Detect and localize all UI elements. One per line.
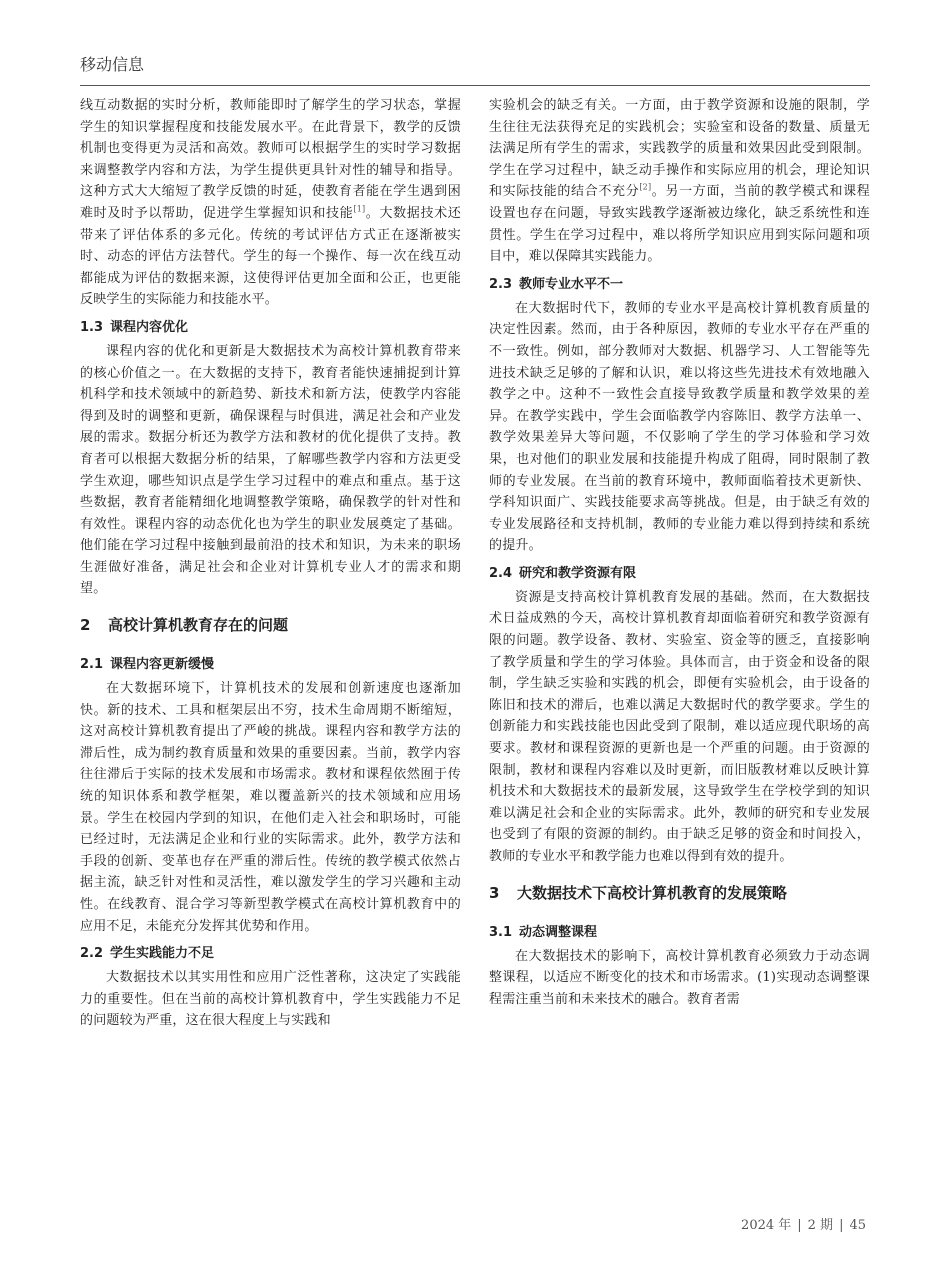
intro-text: 线互动数据的实时分析，教师能即时了解学生的学习状态，掌握学生的知识掌握程度和技能发展水平。在此背景下，教学的反馈机制也变得更为灵活和高效。教师可以根据学生的实时学习数据来调整教学内容和方法，为学生提供更具针对性的辅导和指导。这种方式大大缩短了教学反馈的时延，使教育者能在学生遇到困难时及时予以帮助，促进学生掌握知识和技能	[80, 98, 461, 221]
footer-separator: |	[839, 1218, 844, 1233]
continued-text-tail: 。另一方面，当前的教学模式和课程设置也存在问题，导致实践教学逐渐被边缘化，缺乏系统性和连贯性。学生在学习过程中，难以将所学知识应用到实际问题和项目中，难以保障其实践能力。	[489, 184, 870, 265]
section-3-1-paragraph: 在大数据技术的影响下，高校计算机教育必须致力于动态调整课程，以适应不断变化的技术和市场需求。(1)实现动态调整课程需注重当前和未来技术的融合。教育者需	[489, 948, 870, 1007]
section-title: 教师专业水平不一	[519, 276, 624, 292]
section-number: 2.1	[80, 657, 104, 673]
section-title: 研究和教学资源有限	[519, 565, 637, 581]
section-number: 1.3	[80, 319, 104, 335]
section-1-3-paragraph: 课程内容的优化和更新是大数据技术为高校计算机教育带来的核心价值之一。在大数据的支持下，教育者能快速捕捉到计算机科学和技术领域中的新趋势、新技术和新方法，使教学内容能得到及时的调整和更新，确保课程与时俱进，满足社会和产业发展的需求。数据分析还为教学方法和教材的优化提供了支持。教育者可以根据大数据分析的结果，了解哪些教学内容和方法更受学生欢迎，哪些知识点是学生学习过程中的难点和重点。基于这些数据，教育者能精细化地调整教学策略，确保教学的针对性和有效性。课程内容的动态优化也为学生的职业发展奠定了基础。他们能在学习过程中接触到最前沿的技术和知识，为未来的职场生涯做好准备，满足社会和企业对计算机专业人才的需求和期望。	[80, 343, 461, 597]
section-2-3-heading	[489, 268, 870, 298]
section-2-heading	[80, 600, 461, 648]
footer-separator: |	[797, 1218, 802, 1233]
section-title: 动态调整课程	[519, 924, 598, 940]
section-title: 学生实践能力不足	[110, 946, 215, 962]
section-number: 2.4	[489, 565, 513, 581]
section-2-2-heading	[80, 937, 461, 967]
section-2-4-heading	[489, 557, 870, 587]
section-number: 3.1	[489, 924, 513, 940]
footer-year: 2024 年	[741, 1218, 792, 1233]
section-title: 课程内容优化	[110, 319, 189, 335]
citation-2: [2]	[639, 183, 652, 193]
section-2-2-continued-paragraph	[489, 95, 870, 268]
intro-paragraph	[80, 95, 461, 311]
continued-text: 实验机会的缺乏有关。一方面，由于教学资源和设施的限制，学生往往无法获得充足的实践机会；实验室和设备的数量、质量无法满足所有学生的需求，实践教学的质量和效果因此受到限制。学生在学习过程中，缺乏动手操作和实际应用的机会，理论知识和实际技能的结合不充分	[489, 98, 870, 200]
section-number: 2.2	[80, 946, 104, 962]
section-title: 大数据技术下高校计算机教育的发展策略	[517, 883, 788, 902]
intro-text-tail: 。大数据技术还带来了评估体系的多元化。传统的考试评估方式正在逐渐被实时、动态的评估方法替代。学生的每一个操作、每一次在线互动都能成为评估的数据来源，这使得评估更加全面和公正，也更能反映学生的实际能力和技能水平。	[80, 205, 461, 308]
header-rule	[80, 85, 870, 86]
footer-issue: 2 期	[807, 1218, 834, 1233]
section-3-1-heading	[489, 916, 870, 946]
section-2-3-paragraph: 在大数据时代下，教师的专业水平是高校计算机教育质量的决定性因素。然而，由于各种原因，教师的专业水平存在严重的不一致性。例如，部分教师对大数据、机器学习、人工智能等先进技术缺乏足够的了解和认识，难以将这些先进技术有效地融入教学之中。这种不一致性会直接导致教学质量和教学效果的差异。在教学实践中，学生会面临教学内容陈旧、教学方法单一、教学效果差异大等问题，不仅影响了学生的学习体验和学习效果，也对他们的职业发展和技能提升构成了阻碍，同时限制了教师的专业发展。在当前的教育环境中，教师面临着技术更新快、学科知识面广、实践技能要求高等挑战。但是，由于缺乏有效的专业发展路径和支持机制，教师的专业能力难以得到持续和系统的提升。	[489, 300, 870, 554]
section-2-4-paragraph: 资源是支持高校计算机教育发展的基础。然而，在大数据技术日益成熟的今天，高校计算机教育却面临着研究和教学资源有限的问题。教学设备、教材、实验室、资金等的匮乏，直接影响了教学质量和学生的学习体验。具体而言，由于资金和设备的限制，学生缺乏实验和实践的机会，即便有实验机会，由于设备的陈旧和技术的滞后，也难以满足大数据时代的教学要求。学生的创新能力和实践技能也因此受到了限制，难以适应现代职场的高要求。教材和课程资源的更新也是一个严重的问题。由于资源的限制，教材和课程内容难以及时更新，而旧版教材难以反映计算机技术和大数据技术的最新发展，这导致学生在学校学到的知识难以满足社会和企业的实际需求。此外，教师的研究和专业发展也受到了有限的资源的制约。由于缺乏足够的资金和时间投入，教师的专业水平和教学能力也难以得到有效的提升。	[489, 589, 870, 864]
right-column	[489, 95, 870, 1010]
citation-1: [1]	[353, 204, 366, 214]
section-title: 课程内容更新缓慢	[110, 657, 215, 673]
page-number: 45	[849, 1218, 866, 1233]
section-number: 3	[489, 883, 500, 902]
section-2-1-paragraph: 在大数据环境下，计算机技术的发展和创新速度也逐渐加快。新的技术、工具和框架层出不穷，技术生命周期不断缩短，这对高校计算机教育提出了严峻的挑战。课程内容和教学方法的滞后性，成为制约教育质量和效果的重要因素。当前，教学内容往往滞后于实际的技术发展和市场需求。教材和课程依然囿于传统的知识体系和教学框架，难以覆盖新兴的技术领域和应用场景。学生在校园内学到的知识，在他们走入社会和职场时，可能已经过时，无法满足企业和行业的实际需求。此外，教学方法和手段的创新、变革也存在严重的滞后性。传统的教学模式依然占据主流，缺乏针对性和灵活性，难以激发学生的学习兴趣和主动性。在线教育、混合学习等新型教学模式在高校计算机教育中的应用不足，未能充分发挥其优势和作用。	[80, 681, 461, 934]
left-column	[80, 95, 461, 1032]
section-2-2-paragraph: 大数据技术以其实用性和应用广泛性著称，这决定了实践能力的重要性。但在当前的高校计算机教育中，学生实践能力不足的问题较为严重，这在很大程度上与实践和	[80, 970, 461, 1029]
section-2-1-heading	[80, 648, 461, 678]
section-3-heading	[489, 868, 870, 916]
section-1-3-heading	[80, 311, 461, 341]
section-number: 2.3	[489, 276, 513, 292]
page-footer	[741, 1214, 866, 1233]
section-number: 2	[80, 616, 91, 635]
journal-name: 移动信息	[80, 55, 145, 74]
section-title: 高校计算机教育存在的问题	[108, 616, 289, 635]
